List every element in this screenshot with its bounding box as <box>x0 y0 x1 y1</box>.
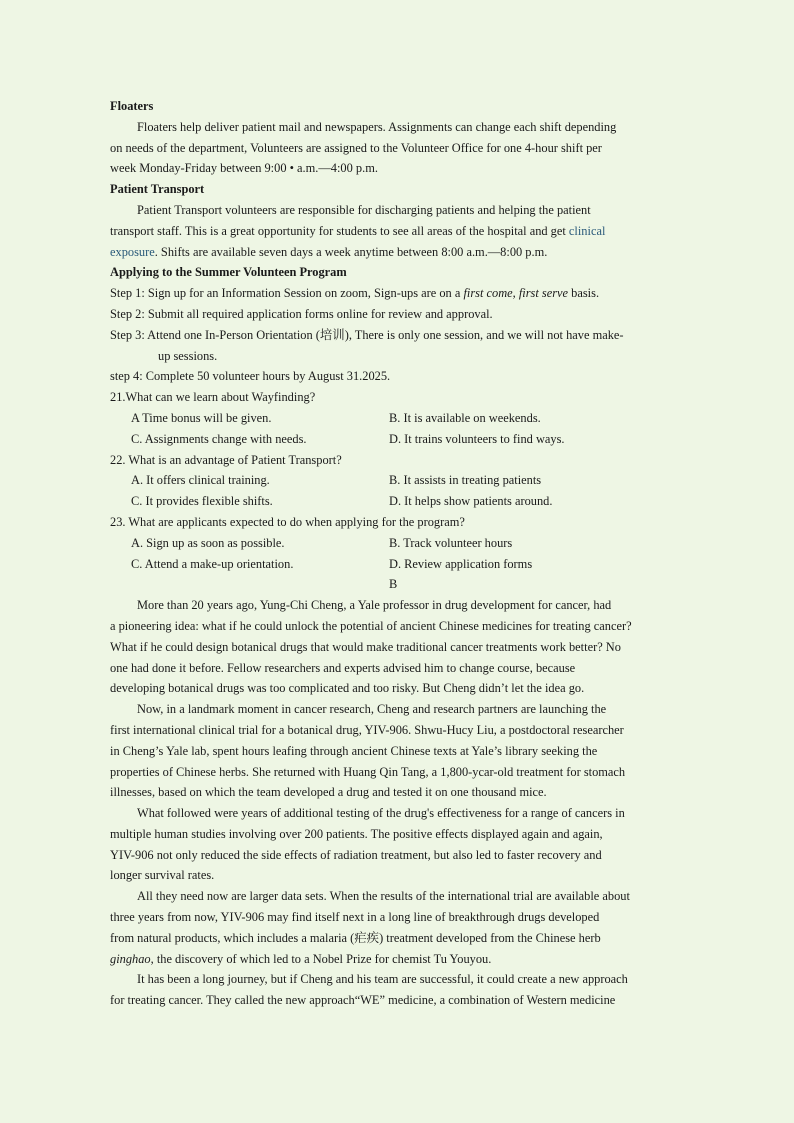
text-line: for treating cancer. They called the new approach“WE” medicine, a combination of Western medicine <box>110 993 616 1008</box>
question-22-options-ab <box>110 470 685 491</box>
emphasis-text: ginghao <box>110 951 151 966</box>
option-a: A Time bonus will be given. <box>131 410 272 425</box>
text-line: multiple human studies involving over 200 patients. The positive effects displayed again and again, <box>110 826 603 841</box>
text-line: one had done it before. Fellow researchers and experts advised him to change course, because <box>110 660 576 675</box>
section-b-label: B <box>389 577 398 592</box>
text-line: longer survival rates. <box>110 868 215 883</box>
option-d: D. It helps show patients around. <box>389 494 553 509</box>
text-span: Step 1: Sign up for an Information Session on zoom, Sign-ups are on a <box>110 286 464 301</box>
text-line: Floaters help deliver patient mail and newspapers. Assignments can change each shift depending <box>137 119 617 134</box>
text-line: developing botanical drugs was too complicated and too risky. But Cheng didn’t let the idea go. <box>110 681 585 696</box>
text-line: What followed were years of additional testing of the drug's effectiveness for a range of cancers in <box>137 806 625 821</box>
passage-b-paragraph-2 <box>110 699 685 803</box>
floaters-paragraph <box>110 117 685 179</box>
option-a: A. It offers clinical training. <box>131 473 270 488</box>
step-3: Step 3: Attend one In-Person Orientation (培训), There is only one session, and we will not have make- <box>110 327 624 342</box>
text-span: , the discovery of which led to a Nobel Prize for chemist Tu Youyou. <box>150 951 492 966</box>
step-3-continuation: up sessions. <box>158 348 218 363</box>
text-line: What if he could design botanical drugs that would make traditional cancer treatments work better? No <box>110 639 621 654</box>
option-b: B. Track volunteer hours <box>389 535 513 550</box>
option-d: D. It trains volunteers to find ways. <box>389 431 565 446</box>
option-c: C. It provides flexible shifts. <box>131 494 273 509</box>
question-23-stem: 23. What are applicants expected to do when applying for the program? <box>110 514 465 529</box>
passage-b-paragraph-1 <box>110 595 685 699</box>
text-line <box>110 221 685 242</box>
text-line: a pioneering idea: what if he could unlock the potential of ancient Chinese medicines for treating cancer? <box>110 618 632 633</box>
question-22-stem: 22. What is an advantage of Patient Transport? <box>110 452 342 467</box>
question-21-options-ab <box>110 408 685 429</box>
text-line: first international clinical trial for a botanical drug, YIV-906. Shwu-Hucy Liu, a postdoctoral researcher <box>110 722 624 737</box>
text-span: transport staff. This is a great opportunity for students to see all areas of the hospital and get <box>110 223 569 238</box>
highlight-term: clinical <box>568 223 606 238</box>
step-4: step 4: Complete 50 volunteer hours by August 31.2025. <box>110 369 391 384</box>
option-b: B. It is available on weekends. <box>389 410 541 425</box>
step-2: Step 2: Submit all required application forms online for review and approval. <box>110 306 493 321</box>
question-22-options-cd <box>110 491 685 512</box>
step-1 <box>110 283 685 304</box>
option-c: C. Assignments change with needs. <box>131 431 307 446</box>
option-c: C. Attend a make-up orientation. <box>131 556 294 571</box>
floaters-heading: Floaters <box>110 99 154 113</box>
transport-paragraph <box>110 200 685 262</box>
text-line: YIV-906 not only reduced the side effects of radiation treatment, but also led to faster recovery and <box>110 847 602 862</box>
text-span: basis. <box>568 286 600 301</box>
text-line: illnesses, based on which the team developed a drug and tested it on one thousand mice. <box>110 785 547 800</box>
passage-b-paragraph-5 <box>110 969 685 1011</box>
text-line: Patient Transport volunteers are responsible for discharging patients and helping the patient <box>137 202 591 217</box>
text-line: on needs of the department, Volunteers are assigned to the Volunteer Office for one 4-hour shift per <box>110 140 602 155</box>
text-line: in Cheng’s Yale lab, spent hours leafing through ancient Chinese texts at Yale’s library seeking the <box>110 743 598 758</box>
question-21-options-cd <box>110 429 685 450</box>
text-line: week Monday-Friday between 9:00 • a.m.—4:00 p.m. <box>110 161 378 176</box>
option-b: B. It assists in treating patients <box>389 473 542 488</box>
text-line: from natural products, which includes a malaria (疟疾) treatment developed from the Chinese herb <box>110 930 601 945</box>
document-body <box>110 96 685 1011</box>
text-line: More than 20 years ago, Yung-Chi Cheng, a Yale professor in drug development for cancer, had <box>137 598 612 613</box>
passage-b-paragraph-4 <box>110 886 685 969</box>
option-a: A. Sign up as soon as possible. <box>131 535 285 550</box>
option-d: D. Review application forms <box>389 556 533 571</box>
text-span: . Shifts are available seven days a week anytime between 8:00 a.m.—8:00 p.m. <box>154 244 548 259</box>
text-line <box>110 949 685 970</box>
applying-heading: Applying to the Summer Volunteen Program <box>110 265 347 280</box>
text-line: three years from now, YIV-906 may find itself next in a long line of breakthrough drugs developed <box>110 910 600 925</box>
text-line: It has been a long journey, but if Cheng and his team are successful, it could create a new approach <box>137 972 628 987</box>
passage-b-paragraph-3 <box>110 803 685 886</box>
highlight-term: exposure <box>110 244 155 259</box>
question-23-options-cd <box>110 554 685 575</box>
text-line <box>110 242 685 263</box>
text-line: Now, in a landmark moment in cancer research, Cheng and research partners are launching the <box>137 702 607 717</box>
emphasis-text: first come, first serve <box>463 286 569 301</box>
text-line: properties of Chinese herbs. She returned with Huang Qin Tang, a 1,800-ycar-old treatment for stomach <box>110 764 626 779</box>
question-21-stem: 21.What can we learn about Wayfinding? <box>110 390 316 405</box>
text-line: All they need now are larger data sets. When the results of the international trial are available about <box>137 889 630 904</box>
question-23-options-ab <box>110 533 685 554</box>
transport-heading: Patient Transport <box>110 182 205 197</box>
